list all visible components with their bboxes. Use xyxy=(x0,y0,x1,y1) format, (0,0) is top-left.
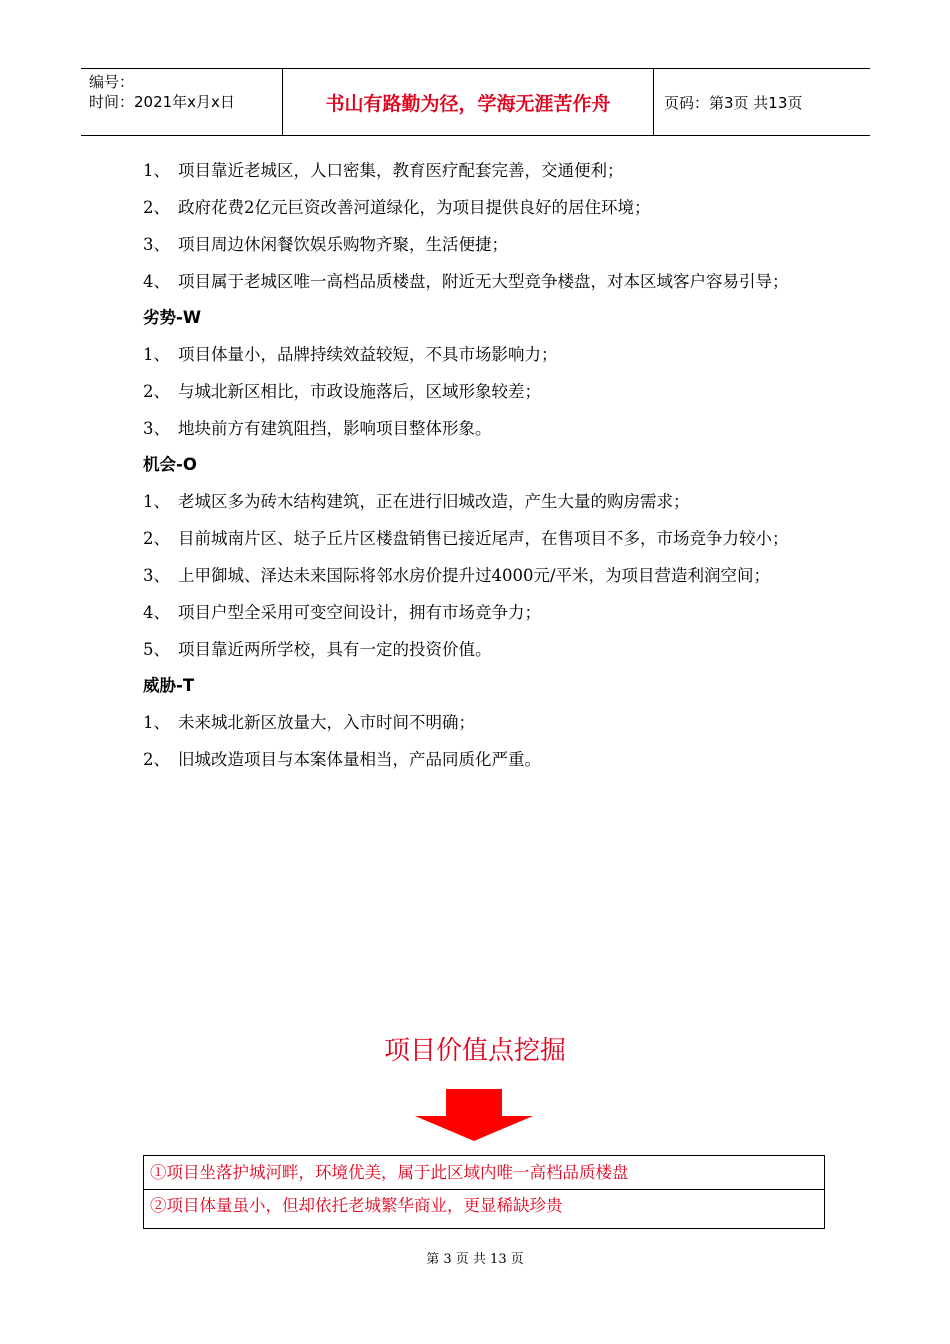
item-number: 2、 xyxy=(143,750,170,769)
document-body xyxy=(143,152,823,778)
item-number: 5、 xyxy=(143,640,170,659)
list-item xyxy=(143,152,823,189)
item-text: 老城区多为砖木结构建筑，正在进行旧城改造，产生大量的购房需求； xyxy=(178,492,690,511)
list-item xyxy=(143,410,823,447)
list-item xyxy=(143,189,823,226)
item-text: 目前城南片区、垯子丘片区楼盘销售已接近尾声，在售项目不多，市场竞争力较小； xyxy=(178,529,789,548)
item-number: 3、 xyxy=(143,419,170,438)
value-points-title: 项目价值点挖掘 xyxy=(383,1036,566,1066)
header-motto: 书山有路勤为径，学海无涯苦作舟 xyxy=(283,69,654,135)
item-text: 项目属于老城区唯一高档品质楼盘，附近无大型竞争楼盘，对本区域客户容易引导； xyxy=(178,272,789,291)
value-point-row: ②项目体量虽小，但却依托老城繁华商业，更显稀缺珍贵 xyxy=(144,1189,824,1228)
item-text: 项目周边休闲餐饮娱乐购物齐聚，生活便捷； xyxy=(178,235,508,254)
item-number: 3、 xyxy=(143,235,170,254)
weaknesses-list xyxy=(143,336,823,447)
item-number: 2、 xyxy=(143,529,170,548)
list-item xyxy=(143,704,823,741)
list-item xyxy=(143,373,823,410)
item-number: 2、 xyxy=(143,198,170,217)
section-heading-threats: 威胁-T xyxy=(143,676,195,695)
date-line: 时间：2021年x月x日 xyxy=(89,93,235,111)
item-text: 旧城改造项目与本案体量相当，产品同质化严重。 xyxy=(178,750,541,769)
item-text: 项目靠近老城区，人口密集，教育医疗配套完善，交通便利； xyxy=(178,161,624,180)
header-page-info: 页码：第3页 共13页 xyxy=(664,93,803,112)
number-label: 编号： xyxy=(89,73,135,91)
item-text: 上甲御城、泽达未来国际将邻水房价提升过4000元/平米，为项目营造利润空间； xyxy=(178,566,771,585)
value-points-box xyxy=(143,1155,825,1229)
value-point-row: ①项目坐落护城河畔，环境优美，属于此区域内唯一高档品质楼盘 xyxy=(150,1163,629,1182)
item-number: 1、 xyxy=(143,161,170,180)
threats-list xyxy=(143,704,823,778)
list-item xyxy=(143,594,823,631)
item-text: 地块前方有建筑阻挡，影响项目整体形象。 xyxy=(178,419,492,438)
item-text: 政府花费2亿元巨资改善河道绿化，为项目提供良好的居住环境； xyxy=(178,198,651,217)
list-item xyxy=(143,557,823,594)
item-number: 4、 xyxy=(143,272,170,291)
list-item xyxy=(143,631,823,668)
list-item xyxy=(143,741,823,778)
item-text: 项目户型全采用可变空间设计，拥有市场竞争力； xyxy=(178,603,541,622)
item-number: 1、 xyxy=(143,492,170,511)
item-text: 与城北新区相比，市政设施落后，区域形象较差； xyxy=(178,382,541,401)
list-item xyxy=(143,226,823,263)
item-text: 未来城北新区放量大，入市时间不明确； xyxy=(178,713,475,732)
item-number: 1、 xyxy=(143,713,170,732)
opportunities-list xyxy=(143,483,823,668)
list-item xyxy=(143,336,823,373)
page-footer: 第 3 页 共 13 页 xyxy=(426,1252,524,1267)
item-text: 项目靠近两所学校，具有一定的投资价值。 xyxy=(178,640,492,659)
item-number: 3、 xyxy=(143,566,170,585)
list-item xyxy=(143,263,823,300)
page-header xyxy=(81,68,870,136)
section-heading-opportunities: 机会-O xyxy=(143,455,197,474)
item-number: 1、 xyxy=(143,345,170,364)
item-number: 2、 xyxy=(143,382,170,401)
item-text: 项目体量小，品牌持续效益较短，不具市场影响力； xyxy=(178,345,558,364)
section-heading-weaknesses: 劣势-W xyxy=(143,308,202,327)
down-arrow-icon xyxy=(415,1089,533,1141)
list-item xyxy=(143,520,823,557)
header-meta-cell xyxy=(81,69,283,135)
strengths-list xyxy=(143,152,823,300)
list-item xyxy=(143,483,823,520)
item-number: 4、 xyxy=(143,603,170,622)
